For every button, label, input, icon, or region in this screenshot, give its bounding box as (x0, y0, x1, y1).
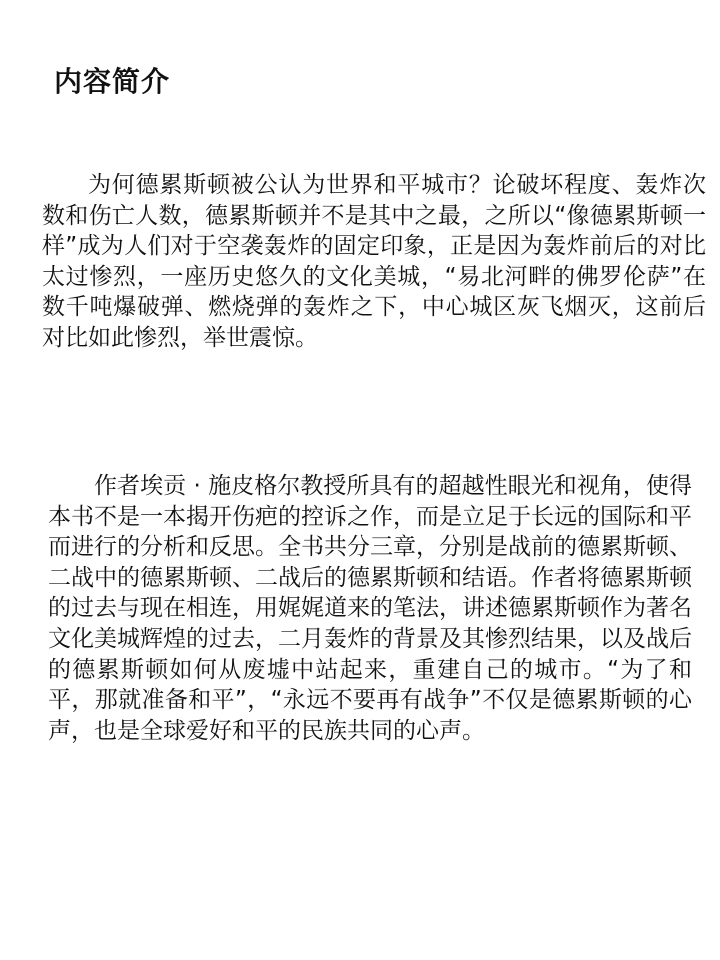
intro-paragraph-1: 为何德累斯顿被公认为世界和平城市？论破坏程度、轰炸次数和伤亡人数，德累斯顿并不是其中之最，之所以“像德累斯顿一样”成为人们对于空袭轰炸的固定印象，正是因为轰炸前后的对比太过惨烈，一座历史悠久的文化美城，“易北河畔的佛罗伦萨”在数千吨爆破弹、燃烧弹的轰炸之下，中心城区灰飞烟灭，这前后对比如此惨烈，举世震惊。 (42, 172, 706, 351)
intro-paragraph-2: 作者埃贡 · 施皮格尔教授所具有的超越性眼光和视角，使得本书不是一本揭开伤疤的控诉之作，而是立足于长远的国际和平而进行的分析和反思。全书共分三章，分别是战前的德累斯顿、二战中的德累斯顿、二战后的德累斯顿和结语。作者将德累斯顿的过去与现在相连，用娓娓道来的笔法，讲述德累斯顿作为著名文化美城辉煌的过去，二月轰炸的背景及其惨烈结果，以及战后的德累斯顿如何从废墟中站起来，重建自己的城市。“为了和平，那就准备和平”，“永远不要再有战争”不仅是德累斯顿的心声，也是全球爱好和平的民族共同的心声。 (48, 473, 692, 744)
section-title: 内容简介 (54, 65, 171, 98)
